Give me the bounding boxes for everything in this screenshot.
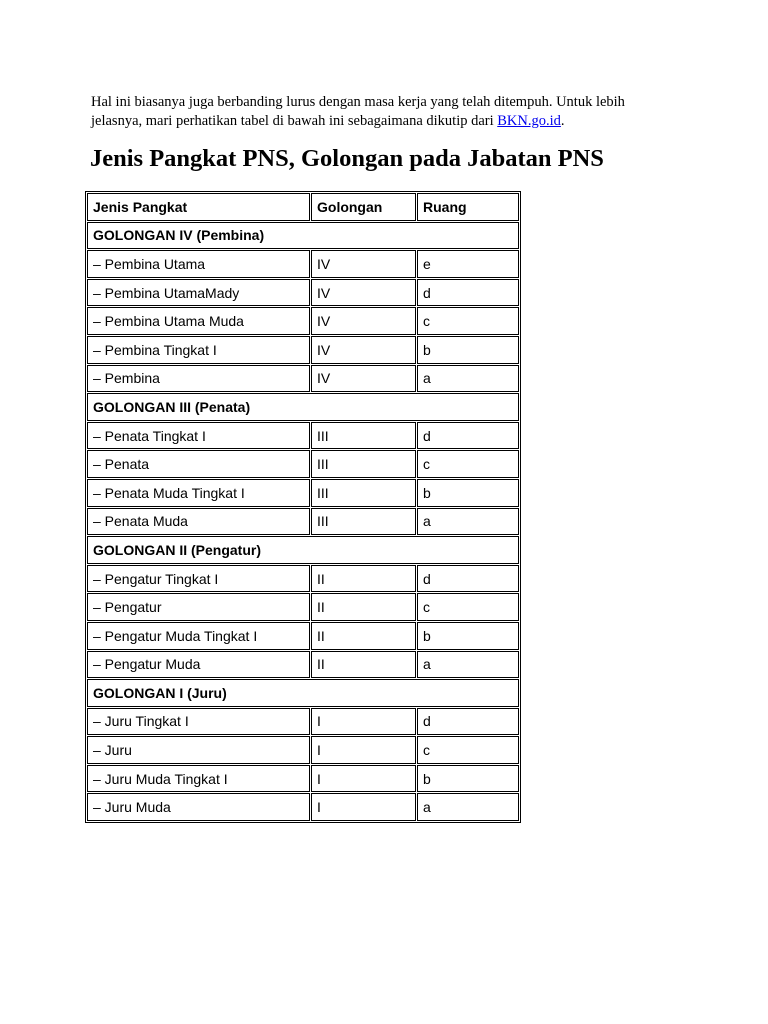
cell-ruang: b: [417, 479, 519, 507]
cell-golongan: III: [311, 422, 416, 450]
table-row: [87, 250, 519, 278]
cell-ruang: c: [417, 736, 519, 764]
cell-ruang: d: [417, 279, 519, 307]
cell-ruang: b: [417, 622, 519, 650]
header-ruang: Ruang: [417, 193, 519, 221]
cell-jenis-pangkat: – Pengatur Tingkat I: [87, 565, 310, 593]
table-row: [87, 593, 519, 621]
table-row: [87, 336, 519, 364]
cell-jenis-pangkat: – Pengatur Muda: [87, 651, 310, 679]
cell-jenis-pangkat: – Juru Tingkat I: [87, 708, 310, 736]
cell-golongan: III: [311, 479, 416, 507]
cell-golongan: II: [311, 651, 416, 679]
cell-golongan: II: [311, 593, 416, 621]
table-row: [87, 765, 519, 793]
cell-golongan: I: [311, 793, 416, 821]
cell-jenis-pangkat: – Pengatur: [87, 593, 310, 621]
group-title: GOLONGAN IV (Pembina): [87, 222, 519, 250]
cell-jenis-pangkat: – Pembina Utama Muda: [87, 307, 310, 335]
group-title: GOLONGAN II (Pengatur): [87, 536, 519, 564]
cell-jenis-pangkat: – Pembina Utama: [87, 250, 310, 278]
group-header-row: [87, 222, 519, 250]
table-row: [87, 708, 519, 736]
header-jenis-pangkat: Jenis Pangkat: [87, 193, 310, 221]
cell-ruang: a: [417, 651, 519, 679]
table-row: [87, 307, 519, 335]
table-row: [87, 736, 519, 764]
table-row: [87, 651, 519, 679]
group-header-row: [87, 393, 519, 421]
table-row: [87, 279, 519, 307]
cell-jenis-pangkat: – Juru: [87, 736, 310, 764]
cell-ruang: d: [417, 565, 519, 593]
cell-golongan: I: [311, 736, 416, 764]
cell-golongan: IV: [311, 307, 416, 335]
cell-jenis-pangkat: – Pengatur Muda Tingkat I: [87, 622, 310, 650]
group-title: GOLONGAN I (Juru): [87, 679, 519, 707]
cell-golongan: I: [311, 765, 416, 793]
cell-jenis-pangkat: – Pembina UtamaMady: [87, 279, 310, 307]
cell-golongan: I: [311, 708, 416, 736]
cell-jenis-pangkat: – Juru Muda: [87, 793, 310, 821]
cell-ruang: d: [417, 422, 519, 450]
cell-jenis-pangkat: – Pembina: [87, 365, 310, 393]
cell-ruang: a: [417, 365, 519, 393]
cell-golongan: II: [311, 622, 416, 650]
intro-paragraph: [91, 93, 671, 131]
table-row: [87, 793, 519, 821]
cell-golongan: III: [311, 508, 416, 536]
table-row: [87, 565, 519, 593]
cell-ruang: e: [417, 250, 519, 278]
cell-jenis-pangkat: – Juru Muda Tingkat I: [87, 765, 310, 793]
cell-jenis-pangkat: – Penata Muda: [87, 508, 310, 536]
table-row: [87, 365, 519, 393]
cell-golongan: IV: [311, 279, 416, 307]
table-row: [87, 508, 519, 536]
cell-golongan: IV: [311, 336, 416, 364]
header-golongan: Golongan: [311, 193, 416, 221]
cell-golongan: IV: [311, 365, 416, 393]
table-row: [87, 450, 519, 478]
cell-golongan: III: [311, 450, 416, 478]
cell-jenis-pangkat: – Pembina Tingkat I: [87, 336, 310, 364]
cell-ruang: c: [417, 593, 519, 621]
cell-jenis-pangkat: – Penata: [87, 450, 310, 478]
table-header-row: [87, 193, 519, 221]
cell-ruang: c: [417, 450, 519, 478]
bkn-link[interactable]: BKN.go.id: [497, 113, 561, 129]
intro-end: .: [560, 113, 565, 129]
cell-golongan: II: [311, 565, 416, 593]
group-header-row: [87, 536, 519, 564]
pangkat-table: [85, 191, 521, 823]
cell-golongan: IV: [311, 250, 416, 278]
table-row: [87, 422, 519, 450]
cell-jenis-pangkat: – Penata Tingkat I: [87, 422, 310, 450]
cell-ruang: b: [417, 336, 519, 364]
group-title: GOLONGAN III (Penata): [87, 393, 519, 421]
cell-ruang: d: [417, 708, 519, 736]
cell-jenis-pangkat: – Penata Muda Tingkat I: [87, 479, 310, 507]
group-header-row: [87, 679, 519, 707]
cell-ruang: a: [417, 793, 519, 821]
table-row: [87, 479, 519, 507]
table-row: [87, 622, 519, 650]
cell-ruang: c: [417, 307, 519, 335]
cell-ruang: b: [417, 765, 519, 793]
cell-ruang: a: [417, 508, 519, 536]
intro-text: Hal ini biasanya juga berbanding lurus dengan masa kerja yang telah ditempuh. Untuk lebih jelasnya, mari perhatikan tabel di bawah ini sebagaimana dikutip dari: [91, 94, 625, 129]
page-heading: Jenis Pangkat PNS, Golongan pada Jabatan PNS: [90, 145, 604, 172]
